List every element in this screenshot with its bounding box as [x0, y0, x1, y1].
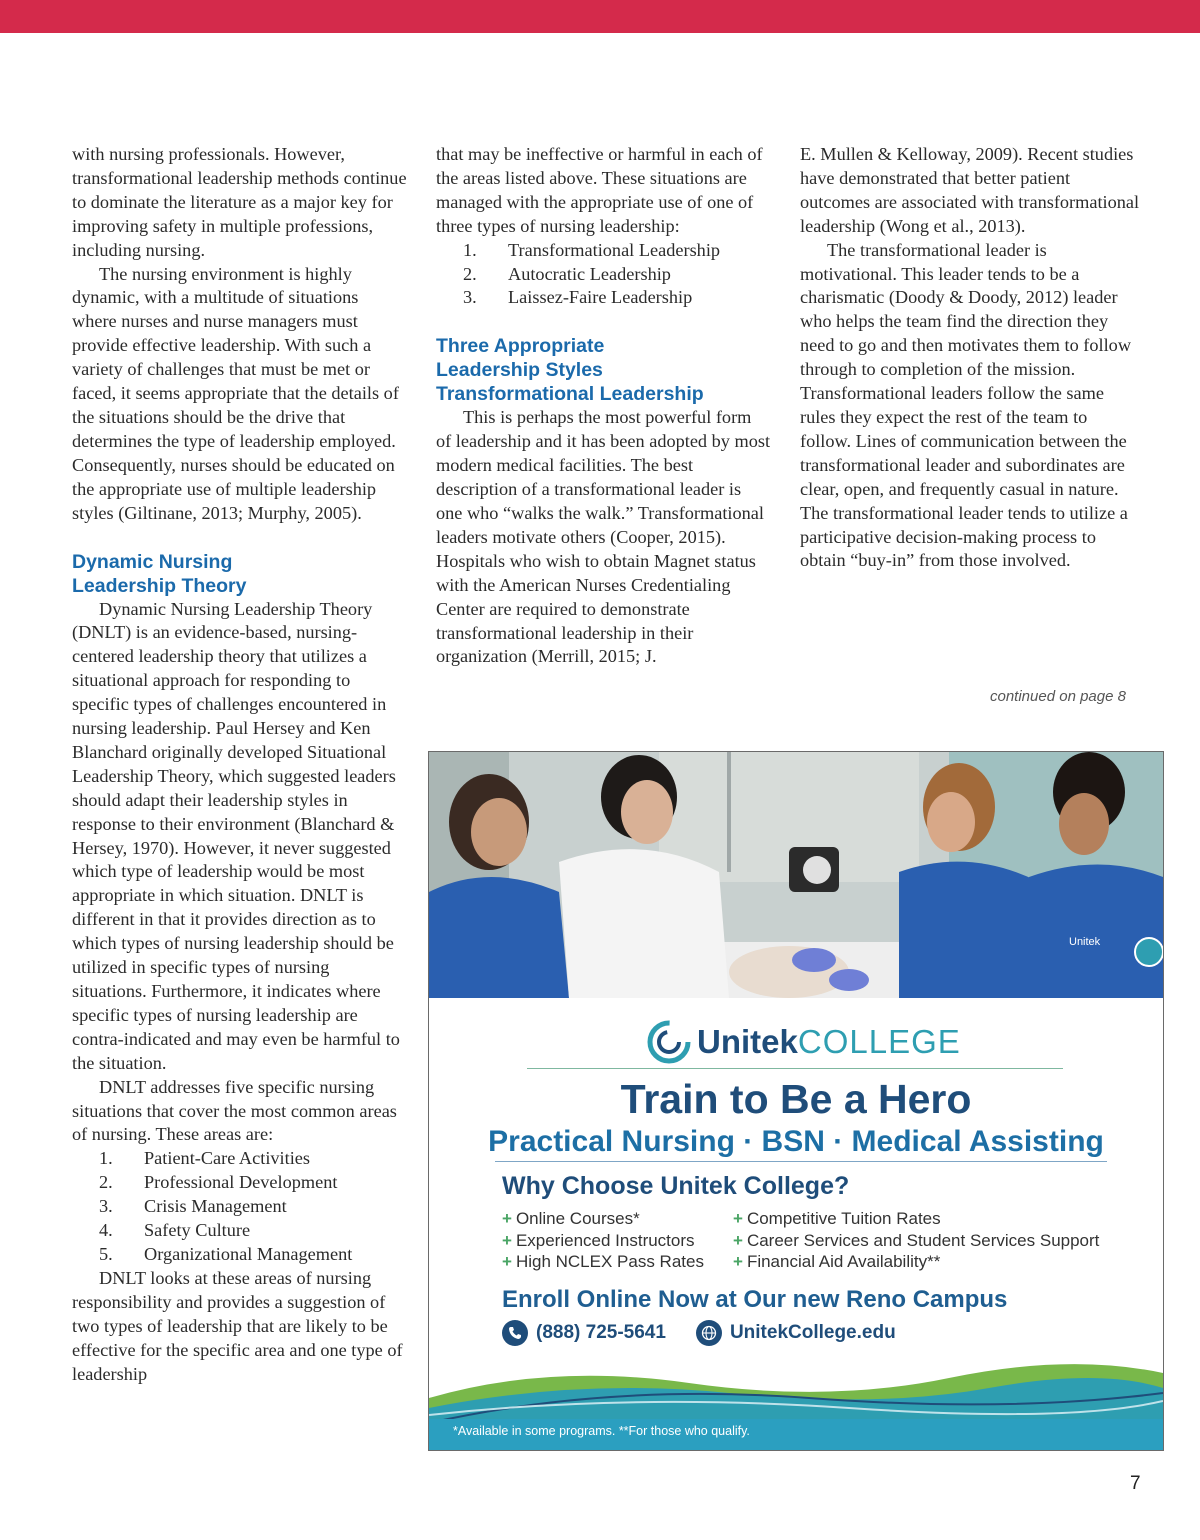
- paragraph: DNLT looks at these areas of nursing responsibility and provides a suggestion of two types of leadership that are likely to be effective for the specific area and one type of leadership: [72, 1267, 403, 1384]
- unitek-college-advertisement: [428, 751, 1164, 1451]
- swirl-logo-icon: [647, 1020, 691, 1064]
- article-column-2: [436, 143, 771, 669]
- program-list: Practical Nursing · BSN · Medical Assisting: [488, 1125, 1104, 1158]
- benefit-item: + Competitive Tuition Rates: [733, 1209, 941, 1228]
- article-column-3: [800, 143, 1140, 573]
- divider: [527, 1068, 1063, 1069]
- paragraph: DNLT addresses five specific nursing situations that cover the most common areas of nursing. These areas are:: [72, 1076, 397, 1145]
- section-heading: Three Appropriate Leadership Styles: [436, 335, 605, 382]
- paragraph: The transformational leader is motivational. This leader tends to be a charismatic (Doody & Doody, 2012) leader who helps the team find the direction they need to go and then motivates them to follow through to completion of the mission. Transformational leaders follow the same rules they expect the rest of the team to follow. Lines of communication between the transformational leader and subordinates are clear, open, and frequently casual in nature. The transformational leader tends to utilize a participative decision-making process to obtain “buy-in” from those involved.: [800, 239, 1132, 571]
- list-item: 4. Safety Culture: [99, 1220, 251, 1241]
- website-link[interactable]: UnitekCollege.edu: [729, 1322, 896, 1343]
- list-item: 5. Organizational Management: [99, 1243, 353, 1264]
- header-accent-bar: [0, 0, 1200, 33]
- phone-number[interactable]: (888) 725-5641: [536, 1322, 666, 1343]
- benefit-item: + Financial Aid Availability**: [733, 1252, 941, 1271]
- benefit-item: + Career Services and Student Services Support: [733, 1230, 1100, 1250]
- leadership-types-list: [436, 239, 771, 311]
- list-item: 1. Transformational Leadership: [463, 239, 721, 260]
- benefit-item: + Experienced Instructors: [502, 1230, 695, 1250]
- paragraph: Dynamic Nursing Leadership Theory (DNLT) is an evidence-based, nursing-centered leadership theory that utilizes a situational approach for responding to specific types of challenges encountered in nursing leadership. Paul Hersey and Ken Blanchard originally developed Situational Leadership Theory, which suggested leaders should adapt their leadership styles in response to their environment (Blanchard & Hersey, 1970). However, it never suggested which type of leadership would be most appropriate in which situation. DNLT is different in that it provides direction as to which types of nursing leadership should be utilized in specific types of nursing situations. Furthermore, it indicates where specific types of nursing leadership are contra-indicated and may even be harmful to the situation.: [72, 598, 400, 1073]
- why-choose-heading: Why Choose Unitek College?: [502, 1172, 850, 1200]
- article-column-1: [72, 143, 407, 1386]
- paragraph: This is perhaps the most powerful form of leadership and it has been adopted by most modern medical facilities. The best description of a transformational leader is one who “walks the walk.” Transformational leaders motivate others (Cooper, 2015). Hospitals who wish to obtain Magnet status with the American Nurses Credentialing Center are required to demonstrate transformational leadership in their organization (Merrill, 2015; J.: [436, 407, 771, 667]
- benefit-item: + High NCLEX Pass Rates: [502, 1252, 704, 1271]
- list-item: 3. Laissez-Faire Leadership: [463, 287, 693, 308]
- section-heading: Dynamic Nursing Leadership Theory: [72, 550, 247, 597]
- enroll-callout: Enroll Online Now at Our new Reno Campus: [502, 1286, 1008, 1313]
- ad-content: [429, 998, 1163, 1450]
- unitek-logo: UnitekCOLLEGE: [647, 1020, 961, 1064]
- benefits-left: [502, 1208, 704, 1273]
- ad-headline: Train to Be a Hero: [620, 1076, 972, 1122]
- photo-illustration: [429, 752, 1163, 998]
- paragraph: E. Mullen & Kelloway, 2009). Recent studies have demonstrated that better patient outcomes are associated with transformational leadership (Wong et al., 2013).: [800, 144, 1140, 236]
- list-item: 2. Autocratic Leadership: [463, 263, 671, 284]
- list-item: 1. Patient-Care Activities: [99, 1148, 311, 1169]
- paragraph: with nursing professionals. However, transformational leadership methods continue to dominate the literature as a major key for improving safety in multiple professions, including nursing.: [72, 144, 407, 260]
- contact-info: [502, 1320, 896, 1346]
- nursing-students-photo: [429, 752, 1163, 998]
- phone-icon: [502, 1320, 528, 1346]
- footnote: *Available in some programs. **For those who qualify.: [453, 1424, 750, 1438]
- continued-note: continued on page 8: [990, 688, 1126, 705]
- benefits-right: [733, 1208, 1099, 1273]
- divider: [495, 1161, 1107, 1162]
- globe-icon: [696, 1320, 722, 1346]
- page-number: 7: [1130, 1473, 1141, 1494]
- list-item: 2. Professional Development: [99, 1172, 338, 1193]
- paragraph: The nursing environment is highly dynamic, with a multitude of situations where nurses and nurse managers must provide effective leadership. With such a variety of challenges that must be met or faced, it seems appropriate that the details of the situations should be the drive that determines the type of leadership employed. Consequently, nurses should be educated on the appropriate use of multiple leadership styles (Giltinane, 2013; Murphy, 2005).: [72, 263, 399, 523]
- paragraph: that may be ineffective or harmful in each of the areas listed above. These situations are managed with the appropriate use of one of three types of nursing leadership:: [436, 144, 763, 236]
- subsection-heading: Transformational Leadership: [436, 383, 704, 406]
- list-item: 3. Crisis Management: [99, 1196, 287, 1217]
- benefit-item: + Online Courses*: [502, 1209, 640, 1228]
- svg-text:Unitek: Unitek: [1069, 936, 1101, 948]
- situations-list: [72, 1147, 407, 1267]
